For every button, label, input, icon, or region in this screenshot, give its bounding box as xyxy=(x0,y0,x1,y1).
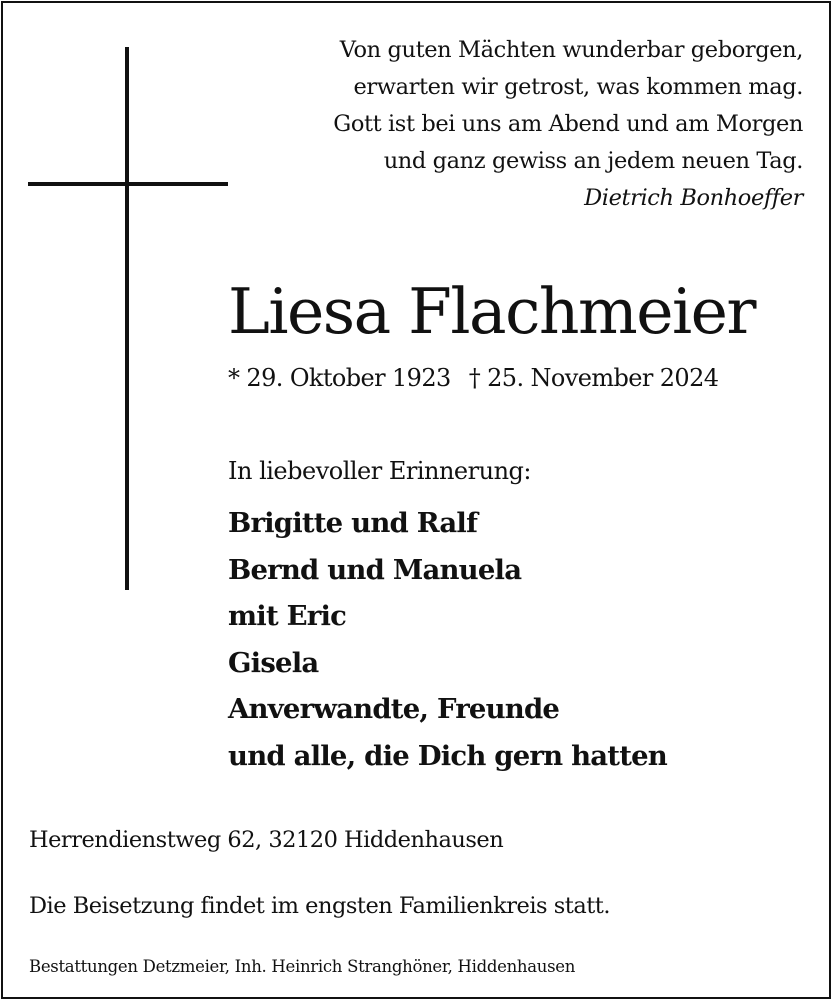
poem-quote xyxy=(243,32,803,217)
life-dates xyxy=(228,360,718,396)
poem-line: Von guten Mächten wunderbar geborgen, xyxy=(339,37,803,63)
cross-vertical-bar xyxy=(125,47,129,590)
burial-notice: Die Beisetzung findet im engsten Familienkreis statt. xyxy=(29,893,610,919)
mourner-line: und alle, die Dich gern hatten xyxy=(228,739,667,772)
cross-horizontal-bar xyxy=(28,182,228,186)
deceased-name: Liesa Flachmeier xyxy=(228,275,756,348)
mourners-list xyxy=(228,500,667,779)
mourning-address: Herrendienstweg 62, 32120 Hiddenhausen xyxy=(29,827,504,853)
poem-line: und ganz gewiss an jedem neuen Tag. xyxy=(383,148,803,174)
remembrance-intro: In liebevoller Erinnerung: xyxy=(228,457,531,485)
poem-line: erwarten wir getrost, was kommen mag. xyxy=(353,74,803,100)
mourner-line: Bernd und Manuela xyxy=(228,553,522,586)
poem-author: Dietrich Bonhoeffer xyxy=(584,185,803,211)
mourner-line: Gisela xyxy=(228,646,319,679)
mourner-line: Anverwandte, Freunde xyxy=(228,693,560,725)
mourner-line: mit Eric xyxy=(228,600,347,632)
death-date: † 25. November 2024 xyxy=(468,364,719,392)
undertaker-credit: Bestattungen Detzmeier, Inh. Heinrich Stranghöner, Hiddenhausen xyxy=(29,957,576,976)
birth-date: * 29. Oktober 1923 xyxy=(228,364,451,392)
poem-line: Gott ist bei uns am Abend und am Morgen xyxy=(333,111,803,137)
mourner-line: Brigitte und Ralf xyxy=(228,507,478,539)
